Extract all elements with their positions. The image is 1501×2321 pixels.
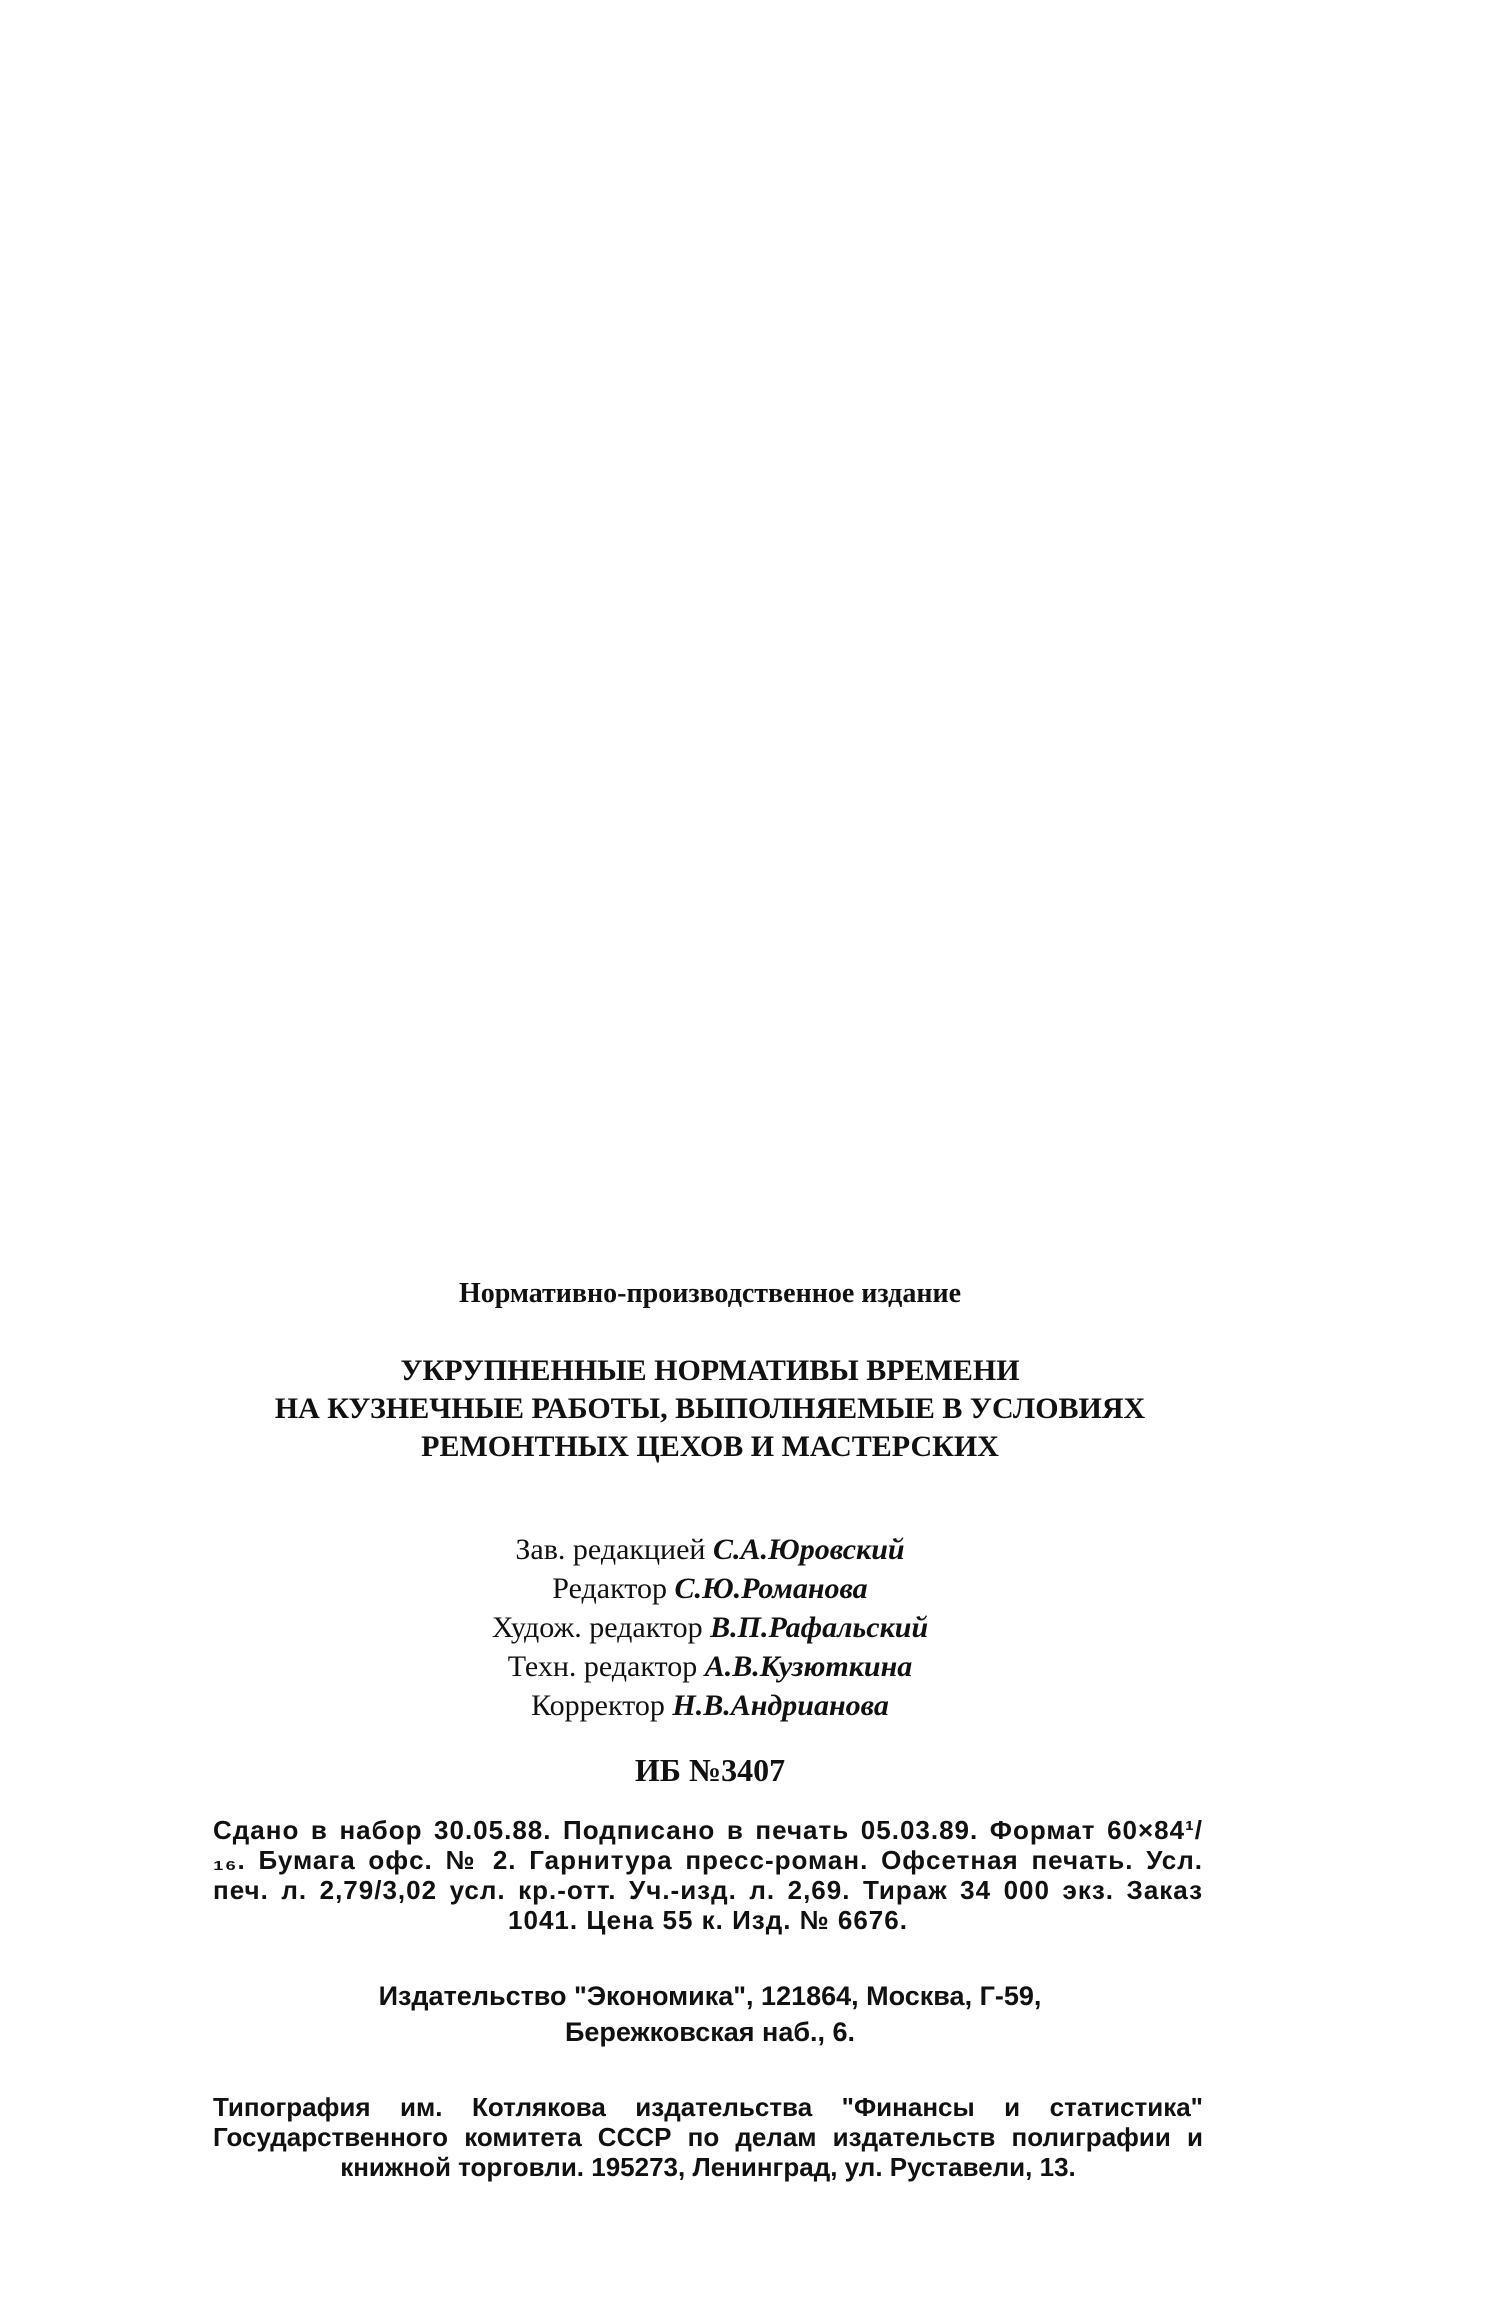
book-title [210, 1352, 1210, 1466]
printer-info: Типография им. Котлякова издательства "Финансы и статистика" Государственного комитета СССР по делам издательств полиграфии и книжной торговли. 195273, Ленинград, ул. Руставели, 13. [213, 2092, 1203, 2182]
credit-editor: Редактор С.Ю.Романова [552, 1572, 868, 1605]
publisher-line: Бережковская наб., 6. [564, 2017, 856, 2047]
edition-type: Нормативно-производственное издание [458, 1278, 962, 1309]
publisher-line: Издательство "Экономика", 121864, Москва, Г-59, [378, 1981, 1042, 2011]
publisher-info [210, 1978, 1210, 2050]
credit-proofreader: Корректор Н.В.Андрианова [531, 1689, 889, 1722]
credit-tech-editor: Техн. редактор А.В.Кузюткина [507, 1650, 913, 1683]
title-line: УКРУПНЕННЫЕ НОРМАТИВЫ ВРЕМЕНИ [400, 1354, 1020, 1387]
credit-art-editor: Худож. редактор В.П.Рафальский [491, 1611, 929, 1644]
print-specs: Сдано в набор 30.05.88. Подписано в печать 05.03.89. Формат 60×84¹/₁₆. Бумага офс. № 2. Гарнитура пресс-роман. Офсетная печать. Усл. печ. л. 2,79/3,02 усл. кр.-отт. Уч.-изд. л. 2,69. Тираж 34 000 экз. Заказ 1041. Цена 55 к. Изд. № 6676. [213, 1815, 1203, 1935]
title-line: РЕМОНТНЫХ ЦЕХОВ И МАСТЕРСКИХ [421, 1430, 999, 1463]
title-line: НА КУЗНЕЧНЫЕ РАБОТЫ, ВЫПОЛНЯЕМЫЕ В УСЛОВИЯХ [274, 1392, 1146, 1425]
ib-number: ИБ №3407 [634, 1752, 786, 1788]
staff-credits [210, 1530, 1210, 1725]
credit-editor-in-chief: Зав. редакцией С.А.Юровский [515, 1533, 905, 1566]
